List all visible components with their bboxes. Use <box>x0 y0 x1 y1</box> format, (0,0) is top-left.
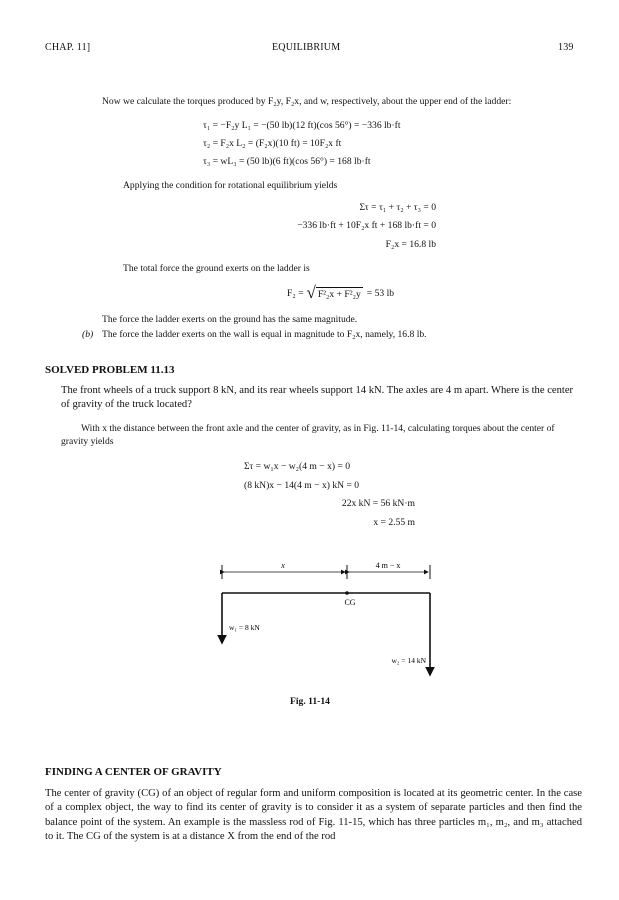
solution-equation-3: 22x kN = 56 kN·m <box>341 498 415 509</box>
solution-equation-1: Στ = w₁x − w₂(4 m − x) = 0 <box>244 461 351 472</box>
sqrt-sign: √ <box>306 283 316 302</box>
rotational-equation-2: −336 lb·ft + 10F₂x ft + 168 lb·ft = 0 <box>297 220 436 231</box>
total-force-text: The total force the ground exerts on the ladder is <box>123 263 310 274</box>
w1-label: w₁ = 8 kN <box>229 623 260 632</box>
torque-equation-2: τ₂ = F₂x L₂ = (F₂x)(10 ft) = 10F₂x ft <box>203 138 342 149</box>
x-label: x <box>281 561 285 570</box>
cg-label: CG <box>344 598 356 607</box>
total-force-rhs: = 53 lb <box>366 287 395 299</box>
span-label: 4 m − x <box>375 561 401 570</box>
page-number: 139 <box>558 42 574 53</box>
w2-label: w₂ = 14 kN <box>391 656 426 665</box>
total-force-equation <box>287 283 395 302</box>
intro-paragraph: Now we calculate the torques produced by F₂y, F₂x, and w, respectively, about the upper end of the ladder: <box>102 96 512 107</box>
running-title: EQUILIBRIUM <box>272 42 341 53</box>
total-force-lhs: F₂ = <box>287 287 304 299</box>
chapter-label: CHAP. 11] <box>45 42 91 53</box>
cg-point <box>345 591 349 595</box>
part-b-text: The force the ladder exerts on the wall is equal in magnitude to F₂x, namely, 16.8 lb. <box>102 329 427 340</box>
part-b-label: (b) <box>82 329 94 340</box>
same-magnitude-text: The force the ladder exerts on the ground has the same magnitude. <box>102 314 358 325</box>
applying-condition-text: Applying the condition for rotational equilibrium yields <box>123 180 338 191</box>
finding-cg-paragraph: The center of gravity (CG) of an object of regular form and uniform composition is located at its geometric center. In the case of a complex object, the way to find its center of gravity is to consider it as a system of separate particles and then find the balance point of the system. An example is the massless rod of Fig. 11-15, which has three particles m₁, m₂, and m₃ attached to it. The CG of the system is at a distance X from the end of the rod <box>45 788 582 843</box>
problem-statement: The front wheels of a truck support 8 kN, and its rear wheels support 14 kN. The axles are 4 m apart. Where is the center of gravity of the truck located? <box>61 385 574 411</box>
rotational-equation-1: Στ = τ₁ + τ₂ + τ₃ = 0 <box>359 202 436 213</box>
torque-equation-1: τ₁ = −F₂y L₁ = −(50 lb)(12 ft)(cos 56°) = −336 lb·ft <box>203 120 401 131</box>
rotational-equation-3: F₂x = 16.8 lb <box>385 239 436 250</box>
solution-paragraph: With x the distance between the front axle and the center of gravity, as in Fig. 11-14, calculating torques about the center of gravity yields <box>61 423 555 447</box>
solution-equation-2: (8 kN)x − 14(4 m − x) kN = 0 <box>244 480 360 491</box>
solved-problem-heading: SOLVED PROBLEM 11.13 <box>45 364 175 376</box>
finding-cg-heading: FINDING A CENTER OF GRAVITY <box>45 766 222 778</box>
total-force-radicand: F²₂x + F²₂y <box>317 288 361 300</box>
figure-caption: Fig. 11-14 <box>290 696 330 707</box>
figure-11-14 <box>200 555 450 685</box>
torque-equation-3: τ₃ = wL₃ = (50 lb)(6 ft)(cos 56°) = 168 lb·ft <box>203 156 371 167</box>
solution-equation-4: x = 2.55 m <box>373 517 415 528</box>
